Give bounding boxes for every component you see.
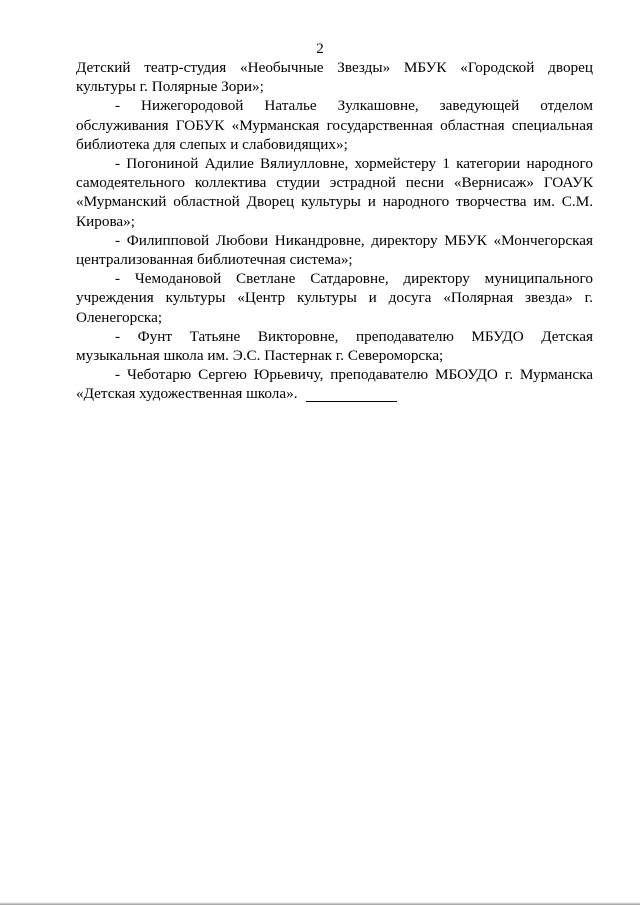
paragraph-list-item: - Нижегородовой Наталье Зулкашовне, заведующей отделом обслуживания ГОБУК «Мурманская государственная областная специальная библиотека для слепых и слабовидящих»;: [76, 97, 593, 153]
paragraph-list-item: - Филипповой Любови Никандровне, директору МБУК «Мончегорская централизованная библиотечная система»;: [76, 231, 593, 269]
body-text: [76, 58, 593, 404]
paragraph-list-item: - Чеботарю Сергею Юрьевичу, преподавателю МБОУДО г. Мурманска «Детская художественная школа».: [76, 366, 593, 403]
page-number: 2: [316, 41, 324, 57]
paragraph-list-item: - Чемодановой Светлане Сатдаровне, директору муниципального учреждения культуры «Центр культуры и досуга «Полярная звезда» г. Оленегорска;: [76, 270, 593, 326]
closing-divider-line: [306, 401, 397, 402]
paragraph-list-item: - Погониной Адилие Вялиулловне, хормейстеру 1 категории народного самодеятельного коллектива студии эстрадной песни «Вернисаж» ГОАУК «Мурманский областной Дворец культуры и народного творчества им. С.М. Кирова»;: [76, 155, 593, 230]
paragraph-list-item: - Фунт Татьяне Викторовне, преподавателю МБУДО Детская музыкальная школа им. Э.С. Пастернак г. Североморска;: [76, 327, 593, 365]
paragraph-continuation: Детский театр-студия «Необычные Звезды» МБУК «Городской дворец культуры г. Полярные Зори»;: [76, 59, 593, 96]
